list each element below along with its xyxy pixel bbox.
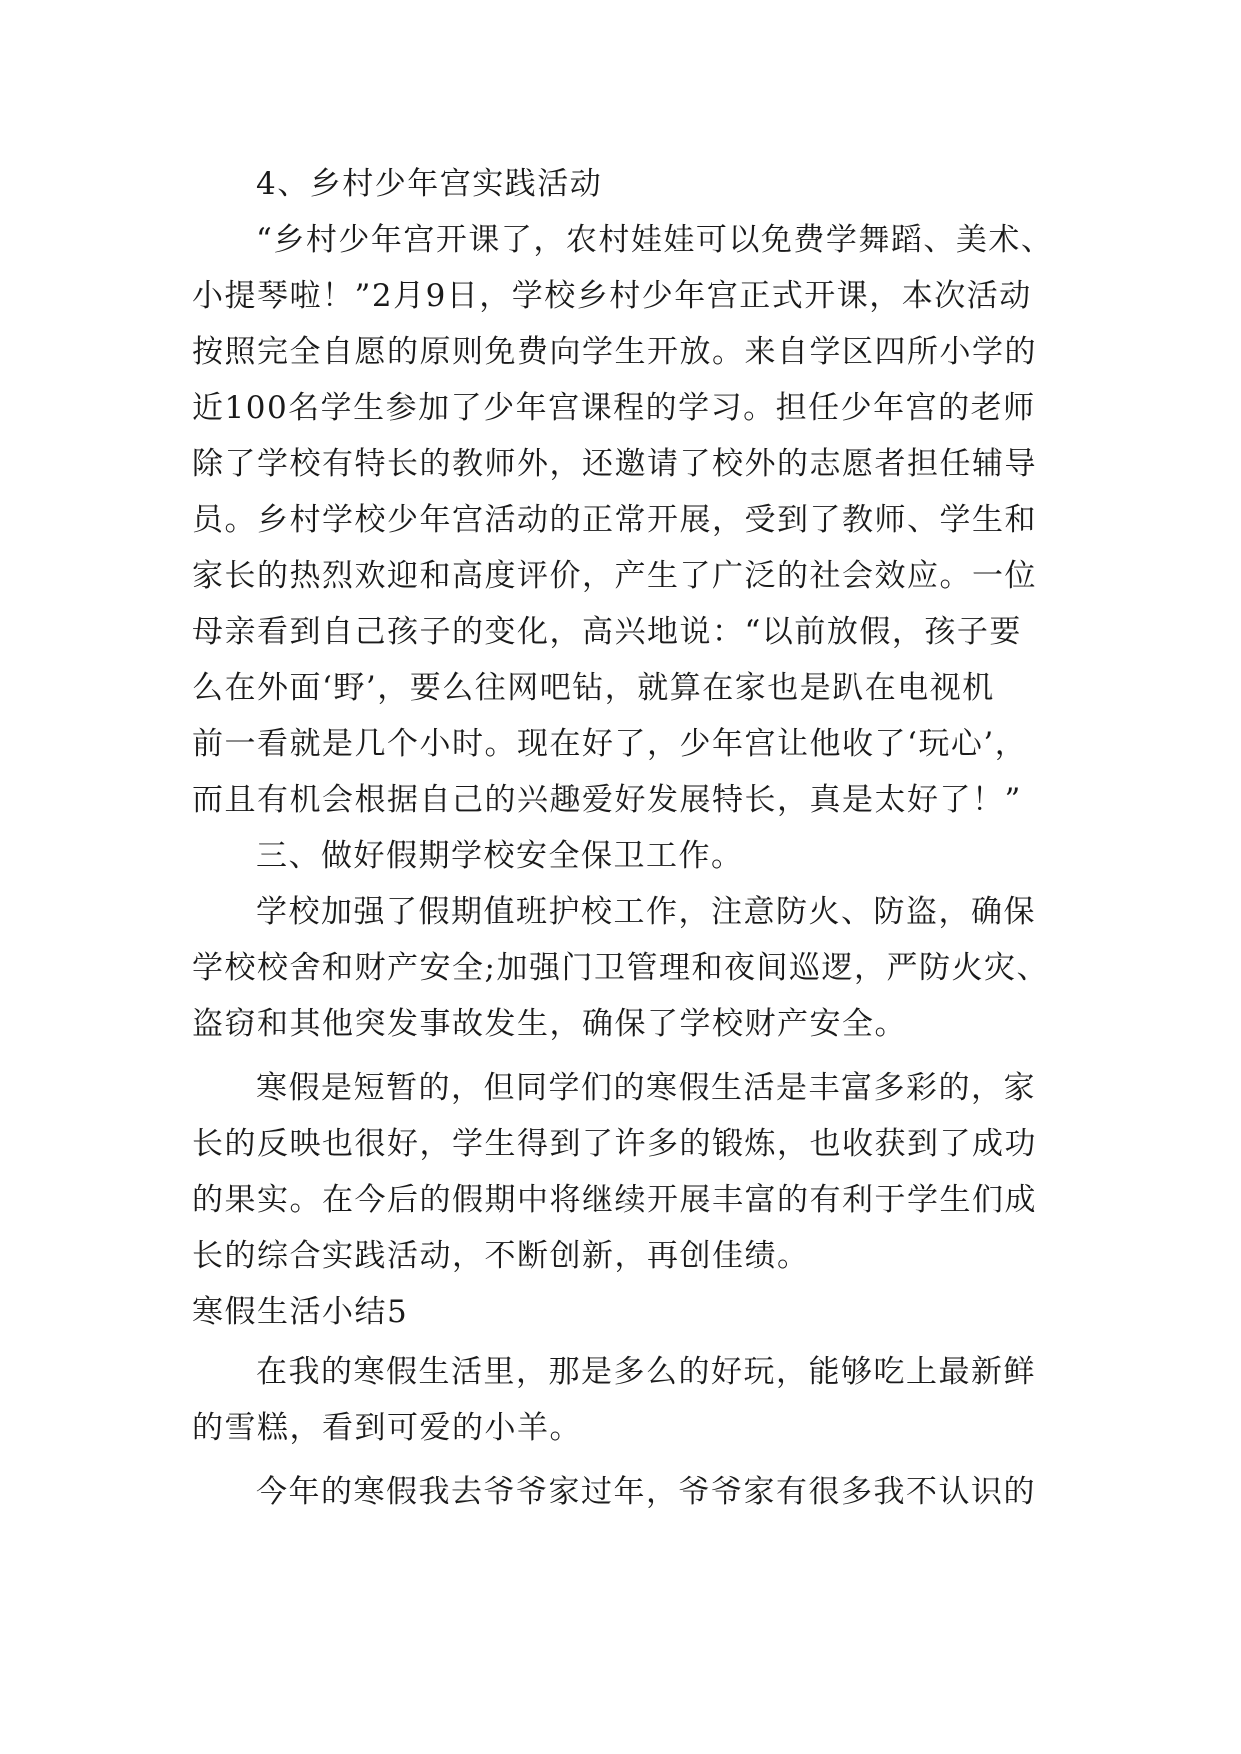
paragraph-line: 除了学校有特长的教师外，还邀请了校外的志愿者担任辅导 xyxy=(192,446,1037,482)
section-heading-4: 4、乡村少年宫实践活动 xyxy=(256,166,603,202)
paragraph-line: 寒假是短暂的，但同学们的寒假生活是丰富多彩的，家 xyxy=(256,1070,1036,1106)
paragraph-line: 前一看就是几个小时。现在好了，少年宫让他收了‘玩心’， xyxy=(192,726,1028,762)
paragraph-line: 学校校舍和财产安全;加强门卫管理和夜间巡逻，严防火灾、 xyxy=(192,950,1049,986)
document-title: 寒假生活小结5 xyxy=(192,1294,409,1330)
paragraph-line: 近100名学生参加了少年宫课程的学习。担任少年宫的老师 xyxy=(192,390,1036,426)
paragraph-line: 员。乡村学校少年宫活动的正常开展，受到了教师、学生和 xyxy=(192,502,1037,538)
paragraph-line: “乡村少年宫开课了，农村娃娃可以免费学舞蹈、美术、 xyxy=(256,222,1054,258)
paragraph-line: 在我的寒假生活里，那是多么的好玩，能够吃上最新鲜 xyxy=(256,1354,1036,1390)
paragraph-line: 盗窃和其他突发事故发生，确保了学校财产安全。 xyxy=(192,1006,907,1042)
paragraph-line: 家长的热烈欢迎和高度评价，产生了广泛的社会效应。一位 xyxy=(192,558,1037,594)
section-heading-3: 三、做好假期学校安全保卫工作。 xyxy=(256,838,744,874)
paragraph-line: 小提琴啦！”2月9日，学校乡村少年宫正式开课，本次活动 xyxy=(192,278,1032,314)
paragraph-line: 今年的寒假我去爷爷家过年，爷爷家有很多我不认识的 xyxy=(256,1474,1036,1510)
paragraph-line: 么在外面‘野’，要么往网吧钻，就算在家也是趴在电视机 xyxy=(192,670,995,706)
paragraph-line: 学校加强了假期值班护校工作，注意防火、防盗，确保 xyxy=(256,894,1036,930)
paragraph-line: 母亲看到自己孩子的变化，高兴地说：“以前放假，孩子要 xyxy=(192,614,1022,650)
paragraph-line: 按照完全自愿的原则免费向学生开放。来自学区四所小学的 xyxy=(192,334,1037,370)
paragraph-line: 长的综合实践活动，不断创新，再创佳绩。 xyxy=(192,1238,810,1274)
paragraph-line: 长的反映也很好，学生得到了许多的锻炼，也收获到了成功 xyxy=(192,1126,1037,1162)
paragraph-line: 的雪糕，看到可爱的小羊。 xyxy=(192,1410,582,1446)
paragraph-line: 而且有机会根据自己的兴趣爱好发展特长，真是太好了！” xyxy=(192,782,1022,818)
paragraph-line: 的果实。在今后的假期中将继续开展丰富的有利于学生们成 xyxy=(192,1182,1037,1218)
